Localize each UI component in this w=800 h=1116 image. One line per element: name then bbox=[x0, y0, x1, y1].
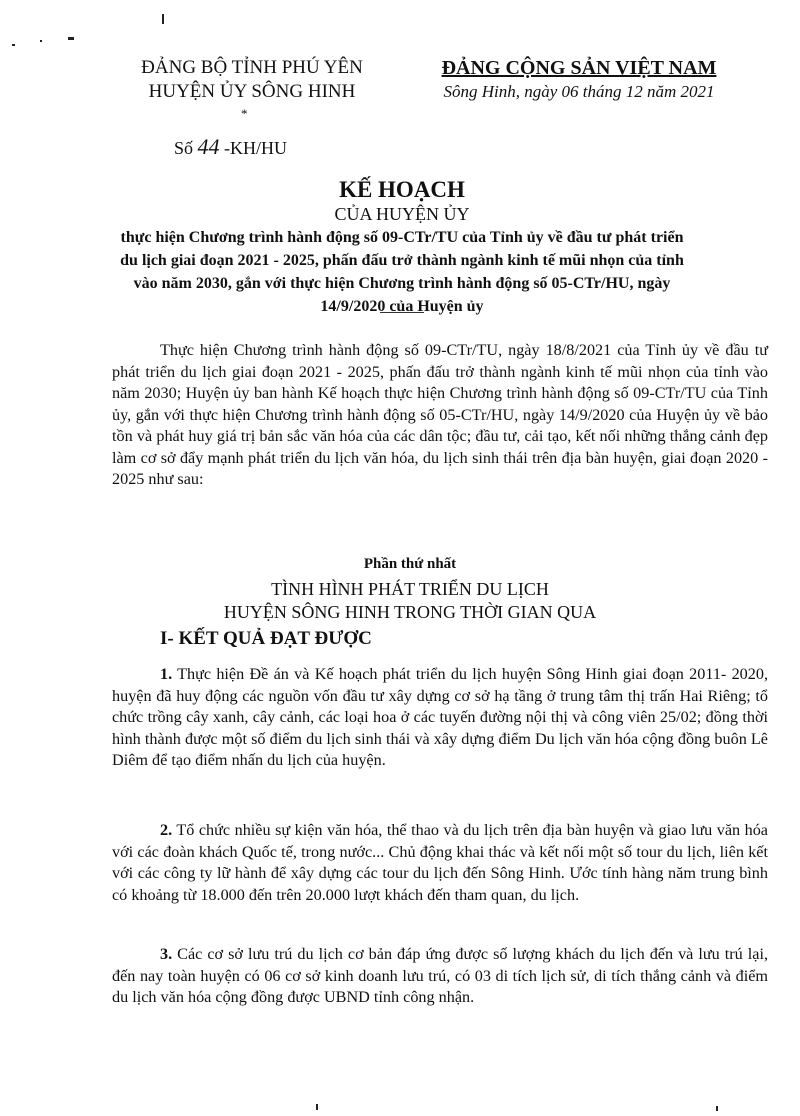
header-mark: * bbox=[241, 106, 248, 121]
part-title-line1: TÌNH HÌNH PHÁT TRIỂN DU LỊCH bbox=[271, 579, 549, 599]
part-title bbox=[112, 578, 708, 624]
item-text: Thực hiện Đề án và Kế hoạch phát triển du lịch huyện Sông Hinh giai đoạn 2011- 2020, huyện đã huy động các nguồn vốn đầu tư xây dựng cơ sở hạ tầng ở trung tâm thị trấn Hai Riêng; tổ chức trồng cây xanh, cây cảnh, các loại hoa ở các tuyến đường nội thị và công viên 25/02; đồng thời hình thành được một số điểm du lịch sinh thái và xây dựng điểm Du lịch văn hóa cộng đồng buôn Lê Diêm để tạo điểm nhấn du lịch của huyện. bbox=[112, 665, 768, 769]
document-title: KẾ HOẠCH bbox=[339, 177, 465, 202]
scan-speck bbox=[40, 40, 42, 42]
place-date: Sông Hinh, ngày 06 tháng 12 năm 2021 bbox=[443, 82, 715, 101]
document-subtitle: CỦA HUYỆN ỦY bbox=[334, 204, 470, 224]
doc-number-value: 44 bbox=[197, 134, 220, 159]
item-text: Các cơ sở lưu trú du lịch cơ bản đáp ứng được số lượng khách du lịch đến và lưu trú lại, đến nay toàn huyện có 06 cơ sở kinh doanh lưu trú, có 03 di tích lịch sử, di tích thắng cảnh và điểm du lịch văn hóa cộng đồng được UBND tỉnh công nhận. bbox=[112, 945, 769, 1006]
scan-speck bbox=[12, 44, 15, 46]
document-number bbox=[174, 134, 287, 160]
item-number: 3. bbox=[160, 945, 173, 963]
party-header bbox=[408, 56, 750, 104]
scan-speck bbox=[162, 14, 164, 24]
list-item bbox=[112, 944, 768, 1009]
section-heading: I- KẾT QUẢ ĐẠT ĐƯỢC bbox=[160, 628, 372, 649]
item-number: 1. bbox=[160, 665, 173, 683]
part-label: Phần thứ nhất bbox=[363, 556, 457, 572]
item-number: 2. bbox=[160, 821, 173, 839]
part-title-line2: HUYỆN SÔNG HINH TRONG THỜI GIAN QUA bbox=[223, 602, 597, 622]
scan-speck bbox=[716, 1106, 718, 1111]
doc-number-prefix: Số bbox=[174, 138, 194, 158]
issuer-header bbox=[112, 56, 392, 104]
document-description: thực hiện Chương trình hành động số 09-CTr/TU của Tỉnh ủy về đầu tư phát triển du lịch giai đoạn 2021 - 2025, phấn đấu trở thành ngành kinh tế mũi nhọn của tỉnh vào năm 2030, gắn với thực hiện Chương trình hành động số 05-CTr/HU, ngày 14/9/2020 của Huyện ủy bbox=[120, 229, 684, 315]
list-item bbox=[112, 664, 768, 772]
issuer-province: ĐẢNG BỘ TỈNH PHÚ YÊN bbox=[141, 57, 363, 78]
scan-speck bbox=[68, 37, 74, 40]
list-item bbox=[112, 820, 768, 906]
party-name: ĐẢNG CỘNG SẢN VIỆT NAM bbox=[441, 57, 717, 79]
issuer-district: HUYỆN ỦY SÔNG HINH bbox=[148, 81, 356, 102]
scan-speck bbox=[316, 1104, 318, 1110]
doc-number-suffix: -KH/HU bbox=[224, 138, 288, 158]
item-text: Tổ chức nhiều sự kiện văn hóa, thể thao và du lịch trên địa bàn huyện và giao lưu văn hóa với các đoàn khách Quốc tế, trong nước... Chủ động khai thác và kết nối một số tour du lịch, liên kết với các công ty lữ hành để xây dựng các tour du lịch đến Sông Hinh. Ước tính hàng năm trung bình có khoảng từ 18.000 đến trên 20.000 lượt khách đến tham quan, du lịch. bbox=[112, 821, 768, 904]
title-divider bbox=[380, 312, 424, 313]
intro-paragraph: Thực hiện Chương trình hành động số 09-CTr/TU, ngày 18/8/2021 của Tỉnh ủy về đầu tư phát triển du lịch giai đoạn 2021 - 2025, phấn đấu trở thành ngành kinh tế mũi nhọn của tỉnh vào năm 2030; Huyện ủy ban hành Kế hoạch thực hiện Chương trình hành động số 09-CTr/TU của Tỉnh ủy, gắn với thực hiện Chương trình hành động số 05-CTr/HU, ngày 14/9/2020 của Huyện ủy về bảo tồn và phát huy giá trị bản sắc văn hóa của các dân tộc; đầu tư, cải tạo, kết nối những thắng cảnh đẹp làm cơ sở đẩy mạnh phát triển du lịch văn hóa, du lịch sinh thái trên địa bàn huyện, giai đoạn 2020 - 2025 như sau: bbox=[112, 341, 768, 488]
